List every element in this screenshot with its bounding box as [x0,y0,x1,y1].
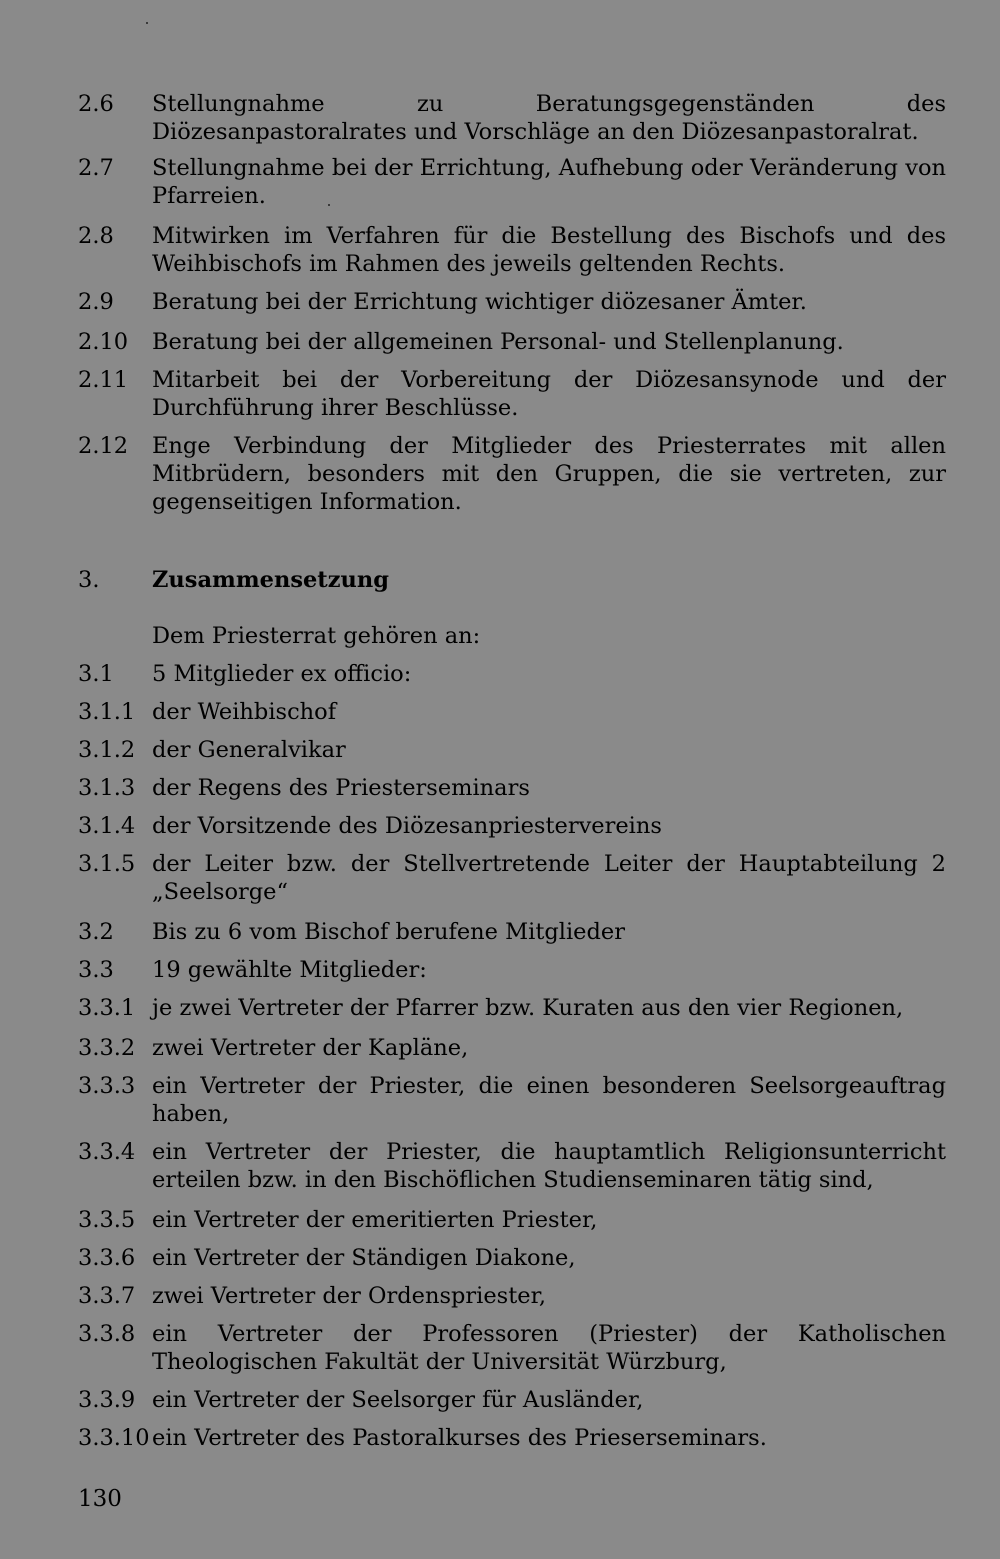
item-number: 2.8 [78,223,114,249]
item-text: der Regens des Priesterseminars [152,775,530,801]
list-item [78,918,946,946]
item-text: zwei Vertreter der Kapläne, [152,1035,469,1061]
item-number: 3.3.8 [78,1321,136,1347]
list-item [78,850,946,906]
list-item [78,432,946,516]
section-heading [78,566,946,594]
item-number: 3.3.10 [78,1425,150,1451]
item-number: 2.10 [78,329,129,355]
item-text: Beratung bei der allgemeinen Personal- und Stellenplanung. [152,329,844,355]
item-text: ein Vertreter der Priester, die einen besonderen Seelsorgeauftrag haben, [152,1073,946,1127]
list-item [78,1424,946,1452]
item-number: 2.9 [78,289,114,315]
item-number: 3.3.6 [78,1245,136,1271]
item-number: 2.12 [78,433,129,459]
item-text: der Vorsitzende des Diözesanpriestervereins [152,813,662,839]
list-item [78,1034,946,1062]
list-item [78,90,946,146]
item-text: der Leiter bzw. der Stellvertretende Leiter der Hauptabteilung 2 „Seelsorge“ [152,851,946,905]
list-item [78,1320,946,1376]
item-text: Mitwirken im Verfahren für die Bestellung des Bischofs und des Weihbischofs im Rahmen des jeweils geltenden Rechts. [152,223,946,277]
list-item [78,222,946,278]
item-number: 3.3.1 [78,995,136,1021]
page-number: 130 [78,1486,122,1512]
item-number: 3.3.5 [78,1207,136,1233]
list-item [78,288,946,316]
list-item [78,736,946,764]
section-number: 3. [78,567,100,593]
item-text: 5 Mitglieder ex officio: [152,661,412,687]
item-number: 3.3.7 [78,1283,136,1309]
list-item [78,328,946,356]
item-text: 19 gewählte Mitglieder: [152,957,427,983]
item-number: 3.1.4 [78,813,136,839]
list-item [78,1072,946,1128]
item-number: 3.1.3 [78,775,136,801]
item-number: 3.1 [78,661,114,687]
item-text: ein Vertreter der Ständigen Diakone, [152,1245,576,1271]
item-text: zwei Vertreter der Ordenspriester, [152,1283,547,1309]
item-text: Stellungnahme bei der Errichtung, Aufhebung oder Veränderung von Pfarreien. [152,155,946,209]
item-number: 3.3 [78,957,114,983]
item-number: 3.3.4 [78,1139,136,1165]
item-number: 3.1.1 [78,699,136,725]
item-text: der Generalvikar [152,737,346,763]
item-text: Beratung bei der Errichtung wichtiger diözesaner Ämter. [152,289,807,315]
item-number: 2.11 [78,367,129,393]
list-item [78,698,946,726]
item-text: ein Vertreter der Professoren (Priester) der Katholischen Theologischen Fakultät der Universität Würzburg, [152,1321,946,1375]
item-text: ein Vertreter des Pastoralkurses des Prieserseminars. [152,1425,767,1451]
list-item [78,812,946,840]
list-item [78,1244,946,1272]
list-item [78,956,946,984]
list-item [78,994,946,1022]
item-number: 2.7 [78,155,114,181]
item-number: 2.6 [78,91,114,117]
list-item [78,366,946,422]
item-number: 3.3.2 [78,1035,136,1061]
section-title: Zusammensetzung [152,567,389,593]
item-number: 3.1.5 [78,851,136,877]
list-item [78,154,946,210]
item-text: Mitarbeit bei der Vorbereitung der Diözesansynode und der Durchführung ihrer Beschlüsse. [152,367,946,421]
list-item [78,1138,946,1194]
item-text: ein Vertreter der Priester, die hauptamtlich Religionsunterricht erteilen bzw. in den Bischöflichen Studienseminaren tätig sind, [152,1139,946,1193]
item-number: 3.1.2 [78,737,136,763]
item-number: 3.2 [78,919,114,945]
list-item [78,774,946,802]
item-number: 3.3.3 [78,1073,136,1099]
item-text: ein Vertreter der Seelsorger für Ausländer, [152,1387,644,1413]
list-item [78,660,946,688]
list-item [78,1206,946,1234]
item-text: ein Vertreter der emeritierten Priester, [152,1207,598,1233]
item-text: der Weihbischof [152,699,337,725]
item-number: 3.3.9 [78,1387,136,1413]
list-item [78,1386,946,1414]
item-text: Bis zu 6 vom Bischof berufene Mitglieder [152,919,625,945]
item-text: je zwei Vertreter der Pfarrer bzw. Kuraten aus den vier Regionen, [152,995,904,1021]
intro-text: Dem Priesterrat gehören an: [152,623,481,649]
item-text: Stellungnahme zu Beratungsgegenständen des Diözesanpastoralrates und Vorschläge an den Diözesanpastoralrat. [152,91,946,145]
scan-speck [146,22,148,24]
item-text: Enge Verbindung der Mitglieder des Priesterrates mit allen Mitbrüdern, besonders mit den Gruppen, die sie vertreten, zur gegenseitigen Information. [152,433,946,515]
list-item [78,1282,946,1310]
